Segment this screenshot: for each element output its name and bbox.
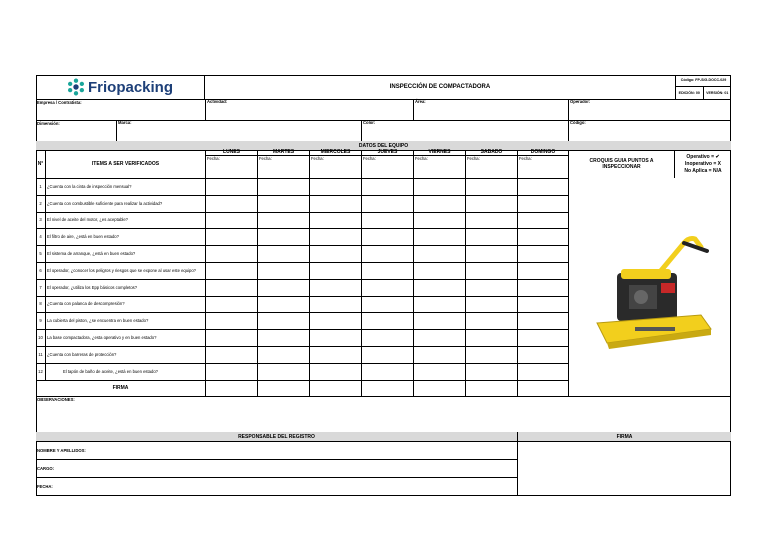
check-cell[interactable] <box>465 245 517 262</box>
item-number: 5 <box>39 251 42 257</box>
firma-day-cell[interactable] <box>361 380 413 396</box>
check-cell[interactable] <box>465 312 517 329</box>
firma-day-cell[interactable] <box>309 380 361 396</box>
check-cell[interactable] <box>361 296 413 313</box>
fecha-field[interactable]: FECHA: <box>37 484 53 489</box>
check-cell[interactable] <box>413 195 465 212</box>
firma-day-cell[interactable] <box>517 380 568 396</box>
check-cell[interactable] <box>257 279 309 296</box>
check-cell[interactable] <box>413 212 465 229</box>
check-cell[interactable] <box>205 212 257 229</box>
check-cell[interactable] <box>517 212 568 229</box>
plate-compactor-illustration <box>589 211 719 371</box>
check-cell[interactable] <box>361 178 413 195</box>
check-cell[interactable] <box>309 279 361 296</box>
day-date-field[interactable]: Fecha: <box>519 156 532 161</box>
check-cell[interactable] <box>465 363 517 380</box>
codigo-field[interactable]: Código: <box>568 120 731 141</box>
check-cell[interactable] <box>205 279 257 296</box>
check-cell[interactable] <box>257 195 309 212</box>
day-date-field[interactable]: Fecha: <box>311 156 324 161</box>
area-field[interactable]: Área: <box>413 99 568 120</box>
check-cell[interactable] <box>309 329 361 346</box>
check-cell[interactable] <box>205 228 257 245</box>
day-column-header <box>517 150 568 178</box>
check-cell[interactable] <box>465 228 517 245</box>
day-column-header <box>413 150 465 178</box>
check-cell[interactable] <box>413 228 465 245</box>
check-cell[interactable] <box>413 329 465 346</box>
day-column-header <box>205 150 257 178</box>
croquis-area <box>568 178 731 396</box>
item-text: El filtro de aire, ¿está en buen estado? <box>45 228 205 245</box>
check-cell[interactable] <box>257 245 309 262</box>
check-cell[interactable] <box>309 195 361 212</box>
day-column-header <box>361 150 413 178</box>
check-cell[interactable] <box>465 296 517 313</box>
doc-code-block <box>675 75 731 99</box>
item-text: La cubierta del piston, ¿se encuentra en buen estado? <box>45 312 205 329</box>
item-text: El sistema de arranque, ¿está en buen estado? <box>45 245 205 262</box>
check-cell[interactable] <box>205 296 257 313</box>
check-cell[interactable] <box>413 296 465 313</box>
check-cell[interactable] <box>465 262 517 279</box>
dimension-field[interactable]: Dimensión: <box>37 121 60 126</box>
check-cell[interactable] <box>309 228 361 245</box>
check-cell[interactable] <box>517 296 568 313</box>
firma-day-cell[interactable] <box>413 380 465 396</box>
datos-equipo-header: DATOS DEL EQUIPO <box>36 141 731 150</box>
item-number: 6 <box>39 267 42 273</box>
check-cell[interactable] <box>465 212 517 229</box>
check-cell[interactable] <box>517 228 568 245</box>
firma-day-cell[interactable] <box>465 380 517 396</box>
check-cell[interactable] <box>257 228 309 245</box>
check-cell[interactable] <box>413 262 465 279</box>
item-text: ¿Cuenta con combustible suficiente para realizar la actividad? <box>45 195 205 212</box>
day-date-field[interactable]: Fecha: <box>259 156 272 161</box>
check-cell[interactable] <box>309 212 361 229</box>
day-column-header <box>309 150 361 178</box>
check-cell[interactable] <box>517 178 568 195</box>
doc-code: Código: FP-SIG-DOCC-029 <box>676 75 731 87</box>
day-column-header <box>465 150 517 178</box>
check-cell[interactable] <box>361 329 413 346</box>
check-cell[interactable] <box>205 363 257 380</box>
check-cell[interactable] <box>465 346 517 363</box>
check-cell[interactable] <box>309 312 361 329</box>
item-number: 12 <box>38 368 43 374</box>
logo-cell <box>36 75 205 99</box>
check-cell[interactable] <box>257 329 309 346</box>
check-cell[interactable] <box>257 262 309 279</box>
item-number: 11 <box>38 351 43 357</box>
legend-no-aplica: No Aplica = N/A <box>684 167 722 174</box>
firma-row-label: FIRMA <box>112 385 129 391</box>
firma-signature-area[interactable] <box>517 441 731 496</box>
check-cell[interactable] <box>517 346 568 363</box>
num-header: N° <box>37 161 44 167</box>
item-number: 1 <box>39 183 42 189</box>
check-cell[interactable] <box>309 245 361 262</box>
day-name: DOMINGO <box>518 150 568 156</box>
check-cell[interactable] <box>361 363 413 380</box>
check-cell[interactable] <box>309 363 361 380</box>
check-cell[interactable] <box>361 346 413 363</box>
color-field[interactable]: Color: <box>361 120 568 141</box>
item-text: El operador, ¿utiliza los Epp básicos completos? <box>45 279 205 296</box>
doc-edition: EDICIÓN: 00 <box>676 87 704 99</box>
check-cell[interactable] <box>257 296 309 313</box>
check-cell[interactable] <box>465 195 517 212</box>
check-cell[interactable] <box>361 312 413 329</box>
check-cell[interactable] <box>465 279 517 296</box>
day-date-field[interactable]: Fecha: <box>467 156 480 161</box>
item-text: El tapón de baño de aceite, ¿está en buen estado? <box>45 363 205 380</box>
check-cell[interactable] <box>361 279 413 296</box>
item-text: La base compactadora, ¿esta operativo y en buen estado? <box>45 329 205 346</box>
check-cell[interactable] <box>257 346 309 363</box>
check-cell[interactable] <box>205 245 257 262</box>
day-column-header <box>257 150 309 178</box>
doc-version: VERSIÓN: 01 <box>706 90 729 95</box>
firma-day-cell[interactable] <box>257 380 309 396</box>
item-number: 8 <box>39 301 42 307</box>
day-name: MIERCOLES <box>310 150 361 156</box>
item-number: 2 <box>39 200 42 206</box>
check-cell[interactable] <box>413 312 465 329</box>
item-text: ¿Cuenta con barreras de protección? <box>45 346 205 363</box>
check-cell[interactable] <box>257 212 309 229</box>
day-name: MARTES <box>258 150 309 156</box>
check-cell[interactable] <box>257 363 309 380</box>
check-cell[interactable] <box>205 312 257 329</box>
snowflake-logo-icon <box>67 78 85 96</box>
day-date-field[interactable]: Fecha: <box>363 156 376 161</box>
form-title: INSPECCIÓN DE COMPACTADORA <box>389 84 491 90</box>
item-number: 7 <box>39 284 42 290</box>
item-number: 10 <box>38 335 43 341</box>
legend-inoperativo: Inoperativo = X <box>685 160 721 167</box>
check-cell[interactable] <box>465 329 517 346</box>
item-number: 4 <box>39 234 42 240</box>
check-cell[interactable] <box>413 245 465 262</box>
check-cell[interactable] <box>361 228 413 245</box>
check-cell[interactable] <box>257 178 309 195</box>
check-cell[interactable] <box>517 279 568 296</box>
check-cell[interactable] <box>413 346 465 363</box>
empresa-field[interactable]: Empresa / Contratista: <box>37 100 82 105</box>
croquis-header: CROQUIS GUIA PUNTOS A INSPECCIONAR <box>568 150 674 178</box>
check-cell[interactable] <box>517 329 568 346</box>
check-cell[interactable] <box>413 178 465 195</box>
check-cell[interactable] <box>413 363 465 380</box>
observaciones-field[interactable]: OBSERVACIONES: <box>37 397 75 402</box>
operador-field[interactable]: Operador: <box>568 99 731 120</box>
item-text: El operador, ¿conocer los peligros y riesgos que se expone al usar este equipo? <box>45 262 205 279</box>
check-cell[interactable] <box>517 245 568 262</box>
cargo-field[interactable]: CARGO: <box>37 465 54 471</box>
check-cell[interactable] <box>205 262 257 279</box>
check-cell[interactable] <box>257 312 309 329</box>
items-header: ITEMS A SER VERIFICADOS <box>45 150 205 178</box>
check-cell[interactable] <box>205 195 257 212</box>
legend-cell <box>674 150 731 178</box>
item-text: ¿Cuenta con palanca de descompresión? <box>45 296 205 313</box>
item-number: 3 <box>39 217 42 223</box>
check-cell[interactable] <box>517 312 568 329</box>
item-text: El nivel de aceite del motor, ¿es aceptable? <box>45 212 205 229</box>
check-cell[interactable] <box>309 178 361 195</box>
day-name: LUNES <box>206 150 257 156</box>
day-date-field[interactable]: Fecha: <box>207 156 220 161</box>
check-cell[interactable] <box>413 279 465 296</box>
firma-day-cell[interactable] <box>205 380 257 396</box>
check-cell[interactable] <box>361 195 413 212</box>
day-date-field[interactable]: Fecha: <box>415 156 428 161</box>
check-cell[interactable] <box>205 346 257 363</box>
check-cell[interactable] <box>465 178 517 195</box>
check-cell[interactable] <box>517 262 568 279</box>
check-cell[interactable] <box>309 346 361 363</box>
marca-field[interactable]: Marca: <box>116 120 361 141</box>
check-cell[interactable] <box>361 245 413 262</box>
logo-text: Friopacking <box>87 78 173 96</box>
day-name: SABADO <box>466 150 517 156</box>
check-cell[interactable] <box>205 178 257 195</box>
check-cell[interactable] <box>361 212 413 229</box>
check-cell[interactable] <box>205 329 257 346</box>
legend-operativo: Operativo = ✔ <box>686 153 720 160</box>
check-cell[interactable] <box>361 262 413 279</box>
item-number: 9 <box>39 318 42 324</box>
firma-footer-header: FIRMA <box>517 432 731 441</box>
item-text: ¿Cuenta con la cinta de inspección mensual? <box>45 178 205 195</box>
check-cell[interactable] <box>517 195 568 212</box>
nombre-field[interactable]: NOMBRE Y APELLIDOS: <box>37 447 86 453</box>
check-cell[interactable] <box>309 296 361 313</box>
responsable-header: RESPONSABLE DEL REGISTRO <box>36 432 517 441</box>
actividad-field[interactable]: Actividad: <box>205 99 413 120</box>
check-cell[interactable] <box>309 262 361 279</box>
day-name: JUEVES <box>362 150 413 156</box>
day-name: VIERNES <box>414 150 465 156</box>
check-cell[interactable] <box>517 363 568 380</box>
